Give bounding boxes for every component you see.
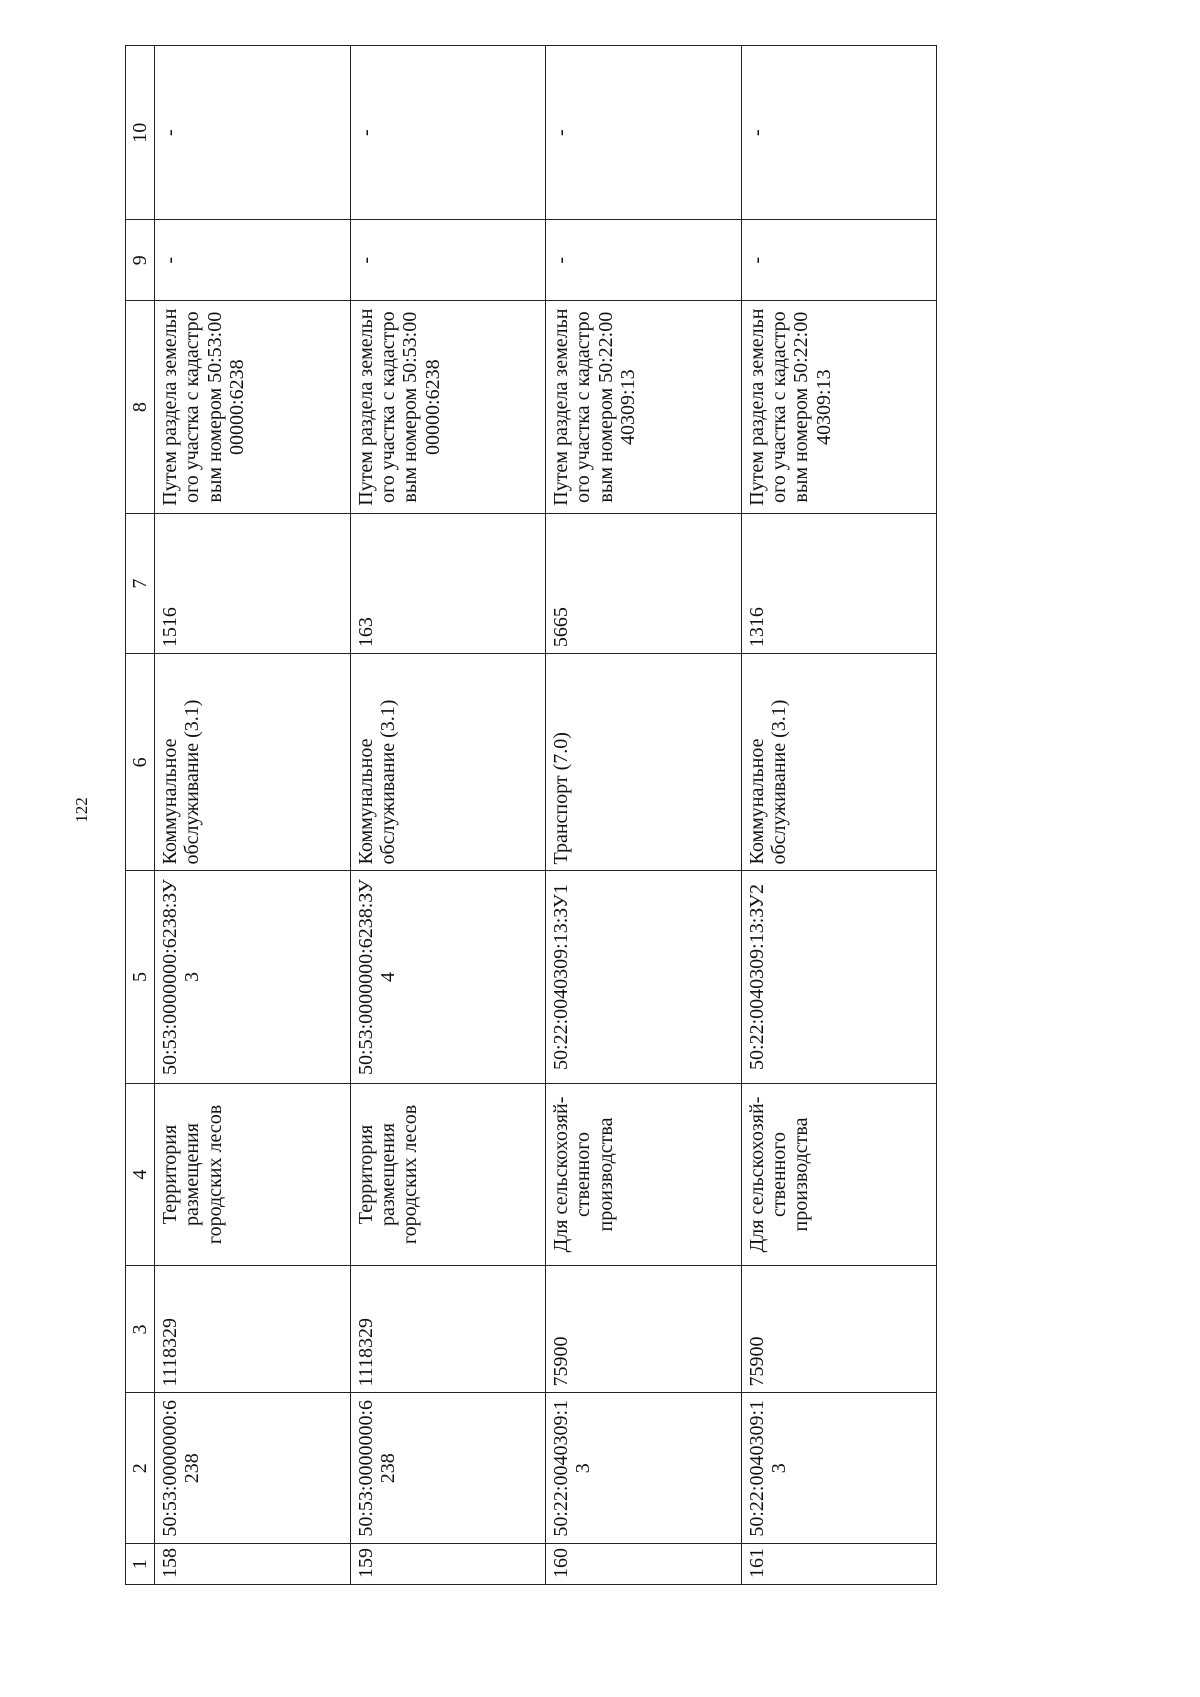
table-row bbox=[546, 46, 742, 1585]
header-row bbox=[126, 46, 155, 1585]
row-number: 161 bbox=[741, 1544, 937, 1585]
new-plot-area: 5665 bbox=[546, 514, 742, 654]
new-plot-area: 163 bbox=[350, 514, 546, 654]
table-row bbox=[741, 46, 937, 1585]
col9-value: - bbox=[155, 220, 351, 301]
header-col-8: 8 bbox=[126, 301, 155, 514]
header-col-6: 6 bbox=[126, 654, 155, 871]
land-category: Для сельскохозяй-ственного производства bbox=[741, 1083, 937, 1266]
new-plot-area: 1316 bbox=[741, 514, 937, 654]
land-category: Территория размещения городских лесов bbox=[155, 1083, 351, 1266]
parent-area: 75900 bbox=[741, 1266, 937, 1393]
row-number: 160 bbox=[546, 1544, 742, 1585]
row-number: 158 bbox=[155, 1544, 351, 1585]
new-plot-area: 1516 bbox=[155, 514, 351, 654]
row-number: 159 bbox=[350, 1544, 546, 1585]
header-col-7: 7 bbox=[126, 514, 155, 654]
header-col-9: 9 bbox=[126, 220, 155, 301]
formation-method: Путем раздела земельного участка с кадастровым номером 50:53:0000000:6238 bbox=[350, 301, 546, 514]
table-row bbox=[350, 46, 546, 1585]
parent-area: 75900 bbox=[546, 1266, 742, 1393]
col10-value: - bbox=[155, 46, 351, 220]
formation-method: Путем раздела земельного участка с кадастровым номером 50:53:0000000:6238 bbox=[155, 301, 351, 514]
formation-method: Путем раздела земельного участка с кадастровым номером 50:22:0040309:13 bbox=[741, 301, 937, 514]
header-col-2: 2 bbox=[126, 1393, 155, 1544]
parent-cadastral-number: 50:53:0000000:6238 bbox=[350, 1393, 546, 1544]
col9-value: - bbox=[741, 220, 937, 301]
parent-cadastral-number: 50:22:0040309:13 bbox=[546, 1393, 742, 1544]
header-col-4: 4 bbox=[126, 1083, 155, 1266]
new-cadastral-designation: 50:53:0000000:6238:ЗУ4 bbox=[350, 871, 546, 1083]
header-col-1: 1 bbox=[126, 1544, 155, 1585]
permitted-use-type: Коммунальное обслуживание (3.1) bbox=[741, 654, 937, 871]
land-category: Для сельскохозяй-ственного производства bbox=[546, 1083, 742, 1266]
new-cadastral-designation: 50:53:0000000:6238:ЗУ3 bbox=[155, 871, 351, 1083]
col10-value: - bbox=[546, 46, 742, 220]
header-col-5: 5 bbox=[126, 871, 155, 1083]
land-category: Территория размещения городских лесов bbox=[350, 1083, 546, 1266]
rotated-table-container bbox=[125, 45, 937, 1585]
col10-value: - bbox=[741, 46, 937, 220]
formation-method: Путем раздела земельного участка с кадастровым номером 50:22:0040309:13 bbox=[546, 301, 742, 514]
permitted-use-type: Коммунальное обслуживание (3.1) bbox=[155, 654, 351, 871]
parent-area: 1118329 bbox=[155, 1266, 351, 1393]
parent-cadastral-number: 50:53:0000000:6238 bbox=[155, 1393, 351, 1544]
permitted-use-type: Транспорт (7.0) bbox=[546, 654, 742, 871]
new-cadastral-designation: 50:22:0040309:13:ЗУ1 bbox=[546, 871, 742, 1083]
header-col-10: 10 bbox=[126, 46, 155, 220]
permitted-use-type: Коммунальное обслуживание (3.1) bbox=[350, 654, 546, 871]
new-cadastral-designation: 50:22:0040309:13:ЗУ2 bbox=[741, 871, 937, 1083]
parent-area: 1118329 bbox=[350, 1266, 546, 1393]
col10-value: - bbox=[350, 46, 546, 220]
col9-value: - bbox=[546, 220, 742, 301]
land-plots-table bbox=[125, 45, 937, 1585]
col9-value: - bbox=[350, 220, 546, 301]
parent-cadastral-number: 50:22:0040309:13 bbox=[741, 1393, 937, 1544]
header-col-3: 3 bbox=[126, 1266, 155, 1393]
table-row bbox=[155, 46, 351, 1585]
page-number: 122 bbox=[72, 797, 91, 823]
